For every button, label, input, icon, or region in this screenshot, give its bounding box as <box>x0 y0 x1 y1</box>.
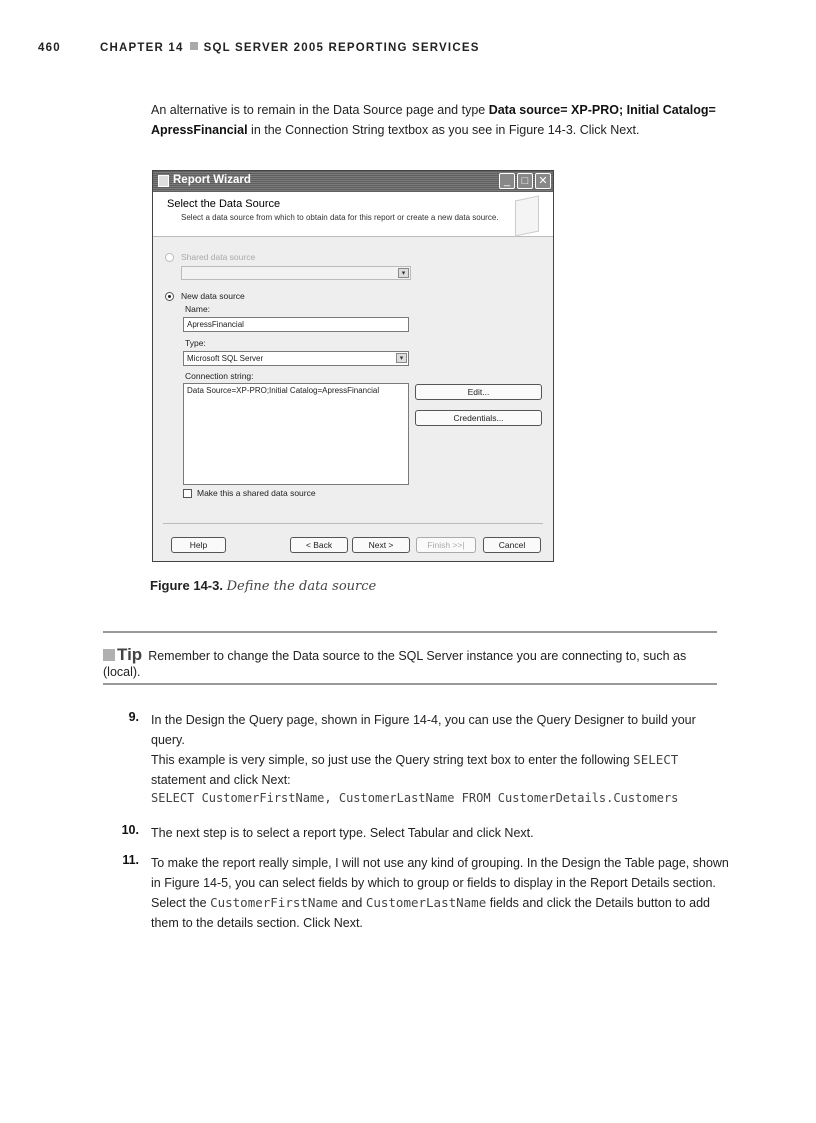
wizard-app-icon <box>158 175 169 187</box>
running-header <box>38 42 738 58</box>
type-select[interactable]: Microsoft SQL Server ▾ <box>183 351 409 366</box>
name-input[interactable]: ApressFinancial <box>183 317 409 332</box>
shared-data-source-radio[interactable] <box>165 253 174 262</box>
tip-label: Tip <box>117 645 143 664</box>
cancel-button[interactable]: Cancel <box>483 537 541 553</box>
edit-button[interactable]: Edit... <box>415 384 542 400</box>
help-button[interactable]: Help <box>171 537 226 553</box>
tip-text: Remember to change the Data source to the SQL Server instance you are connecting to, such as (local). <box>103 649 687 679</box>
step-11-text: To make the report really simple, I will not use any kind of grouping. In the Design the Table page, shown in Figure 14-5, you can select fields by which to group or fields to display in the Report Details section. Select the CustomerFirstName and CustomerLastName fields and click the Details button to add them to the details section. Click Next. <box>151 856 729 930</box>
minimize-icon[interactable]: _ <box>499 173 515 189</box>
back-button[interactable]: < Back <box>290 537 348 553</box>
separator-square-icon <box>190 42 198 50</box>
step-number: 9. <box>128 710 139 724</box>
page-number: 460 <box>38 42 61 54</box>
shared-data-source-label: Shared data source <box>181 252 256 262</box>
tip-square-icon <box>103 649 115 661</box>
credentials-button[interactable]: Credentials... <box>415 410 542 426</box>
name-label: Name: <box>185 304 211 314</box>
step-number: 10. <box>121 823 139 837</box>
tip-box <box>103 645 717 679</box>
close-icon[interactable]: ✕ <box>535 173 551 189</box>
chevron-down-icon: ▾ <box>396 353 407 363</box>
step-9-text: In the Design the Query page, shown in Figure 14-4, you can use the Query Designer to build your query. This example is very simple, so just use the Query string text box to enter the following SELECT statement and click Next: <box>151 713 696 787</box>
tip-bottom-rule <box>103 683 717 685</box>
wizard-heading: Select the Data Source <box>167 198 281 210</box>
shared-data-source-select[interactable] <box>181 266 411 280</box>
document-art-icon <box>515 195 539 236</box>
finish-button[interactable]: Finish >>| <box>416 537 476 553</box>
title-bar <box>153 171 553 192</box>
type-label: Type: <box>185 338 206 348</box>
wizard-banner <box>153 192 553 237</box>
report-wizard-dialog <box>152 170 554 562</box>
figure-caption: Figure 14-3. Define the data source <box>150 578 377 594</box>
window-title: Report Wizard <box>173 174 251 186</box>
chevron-down-icon: ▾ <box>398 268 409 278</box>
step-10-text: The next step is to select a report type. Select Tabular and click Next. <box>151 826 534 840</box>
step-number: 11. <box>122 853 139 867</box>
new-data-source-radio[interactable] <box>165 292 174 301</box>
next-button[interactable]: Next > <box>352 537 410 553</box>
intro-paragraph: An alternative is to remain in the Data Source page and type Data source= XP-PRO; Initial Catalog= ApressFinancial in the Connection String textbox as you see in Figure 14-3. Click Next. <box>151 103 716 137</box>
connection-string-label: Connection string: <box>185 371 254 381</box>
chapter-title: CHAPTER 14 SQL SERVER 2005 REPORTING SERVICES <box>100 42 480 54</box>
make-shared-checkbox[interactable] <box>183 489 192 498</box>
maximize-icon[interactable]: □ <box>517 173 533 189</box>
new-data-source-label: New data source <box>181 291 245 301</box>
button-separator <box>163 523 543 524</box>
make-shared-label: Make this a shared data source <box>197 488 316 498</box>
code-snippet: SELECT CustomerFirstName, CustomerLastName FROM CustomerDetails.Customers <box>151 791 679 805</box>
wizard-subheading: Select a data source from which to obtain data for this report or create a new data source. <box>181 213 499 222</box>
connection-string-textbox[interactable]: Data Source=XP-PRO;Initial Catalog=ApressFinancial <box>183 383 409 485</box>
tip-top-rule <box>103 631 717 633</box>
